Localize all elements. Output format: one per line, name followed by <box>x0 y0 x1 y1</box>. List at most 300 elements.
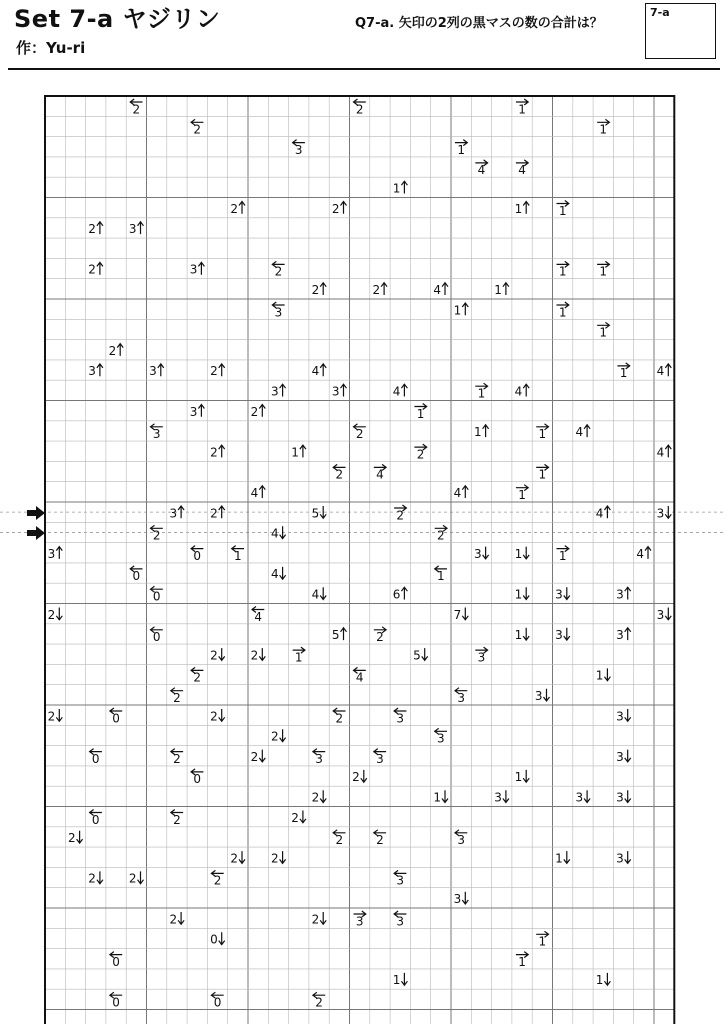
clue-cell[interactable] <box>271 526 286 540</box>
clue-cell[interactable] <box>617 363 629 380</box>
clue-number: 3 <box>274 305 283 320</box>
clue-number: 4 <box>376 467 384 482</box>
clue-cell[interactable] <box>616 790 631 804</box>
clue-cell[interactable] <box>372 283 387 297</box>
clue-number: 1 <box>514 628 523 643</box>
clue-number: 1 <box>558 548 567 563</box>
clue-number: 4 <box>254 609 262 624</box>
clue-number: 1 <box>518 488 526 502</box>
clue-cell[interactable] <box>151 525 163 542</box>
clue-cell[interactable] <box>129 222 144 236</box>
clue-cell[interactable] <box>271 567 286 581</box>
clue-cell[interactable] <box>232 546 244 563</box>
clue-number: 1 <box>619 366 628 381</box>
clue-arrow-icon <box>56 709 62 721</box>
clue-cell[interactable] <box>435 566 447 583</box>
clue-cell[interactable] <box>393 181 408 195</box>
clue-number: 4 <box>453 486 462 500</box>
clue-arrow-icon <box>280 384 286 396</box>
clue-cell[interactable] <box>393 384 408 398</box>
clue-cell[interactable] <box>394 505 406 522</box>
clue-cell[interactable] <box>616 851 631 865</box>
clue-cell[interactable] <box>475 647 487 664</box>
clue-cell[interactable] <box>515 587 530 601</box>
clue-cell[interactable] <box>90 749 102 766</box>
clue-cell[interactable] <box>616 587 631 601</box>
clue-cell[interactable] <box>352 770 367 784</box>
clue-arrow-icon <box>625 750 631 762</box>
clue-number: 4 <box>595 506 604 521</box>
clue-cell[interactable] <box>332 384 347 398</box>
clue-cell[interactable] <box>211 992 223 1009</box>
clue-arrow-icon <box>604 506 610 518</box>
clue-cell[interactable] <box>210 364 225 378</box>
clue-number: 3 <box>396 873 405 888</box>
clue-number: 4 <box>656 445 665 460</box>
clue-arrow-icon <box>97 871 103 883</box>
clue-arrow-icon <box>259 648 265 660</box>
clue-cell[interactable] <box>515 628 530 642</box>
clue-cell[interactable] <box>191 119 203 136</box>
clue-number: 2 <box>250 648 259 663</box>
clue-cell[interactable] <box>575 425 590 439</box>
clue-arrow-icon <box>523 202 529 214</box>
clue-number: 5 <box>331 628 340 643</box>
clue-number: 2 <box>335 833 344 848</box>
clue-cell[interactable] <box>557 261 569 278</box>
clue-cell[interactable] <box>333 708 345 725</box>
clue-arrow-icon <box>625 587 631 599</box>
clue-number: 4 <box>636 546 645 561</box>
clue-cell[interactable] <box>251 486 266 500</box>
clue-cell[interactable] <box>515 547 530 561</box>
clue-cell[interactable] <box>110 992 122 1009</box>
clue-cell[interactable] <box>597 119 609 136</box>
clue-cell[interactable] <box>536 464 548 481</box>
clue-cell[interactable] <box>616 628 631 642</box>
clue-cell[interactable] <box>597 322 609 339</box>
clue-cell[interactable] <box>171 688 183 705</box>
clue-cell[interactable] <box>48 709 63 723</box>
clue-number: 2 <box>88 222 96 237</box>
clue-number: 1 <box>473 425 482 440</box>
clue-cell[interactable] <box>474 425 489 439</box>
clue-arrow-icon <box>462 892 468 904</box>
clue-number: 3 <box>457 833 465 848</box>
clue-number: 3 <box>616 587 624 602</box>
clue-cell[interactable] <box>354 667 366 684</box>
clue-number: 3 <box>331 384 340 399</box>
clue-cell[interactable] <box>190 262 205 276</box>
clue-cell[interactable] <box>272 302 284 319</box>
clue-cell[interactable] <box>475 383 487 400</box>
clue-number: 2 <box>376 630 384 645</box>
clue-cell[interactable] <box>555 587 570 601</box>
clue-arrow-icon <box>442 283 448 295</box>
clue-number: 2 <box>108 343 117 358</box>
clue-arrow-icon <box>239 202 245 214</box>
clue-number: 1 <box>538 467 547 482</box>
clue-number: 1 <box>234 548 242 563</box>
clue-number: 1 <box>518 954 526 969</box>
clue-arrow-icon <box>483 425 489 437</box>
clue-arrow-icon <box>564 587 570 599</box>
clue-cell[interactable] <box>252 607 264 624</box>
clue-cell[interactable] <box>515 202 530 216</box>
clue-cell[interactable] <box>312 790 327 804</box>
clue-cell[interactable] <box>557 201 569 218</box>
clue-cell[interactable] <box>130 566 142 583</box>
clue-cell[interactable] <box>657 506 672 520</box>
clue-arrow-icon <box>320 283 326 295</box>
clue-arrow-icon <box>259 750 265 762</box>
clue-arrow-icon <box>320 912 326 924</box>
clue-cell[interactable] <box>515 384 530 398</box>
clue-arrow-icon <box>625 851 631 863</box>
clue-number: 0 <box>213 995 222 1010</box>
clue-cell[interactable] <box>210 932 225 946</box>
clue-number: 3 <box>294 142 303 157</box>
clue-cell[interactable] <box>271 729 286 743</box>
clue-cell[interactable] <box>251 750 266 764</box>
clue-cell[interactable] <box>657 445 672 459</box>
clue-cell[interactable] <box>557 546 569 563</box>
clue-cell[interactable] <box>455 830 467 847</box>
clue-cell[interactable] <box>433 790 448 804</box>
clue-cell[interactable] <box>435 525 447 542</box>
clue-number: 2 <box>67 831 76 846</box>
clue-number: 2 <box>311 790 320 805</box>
clue-number: 1 <box>457 142 465 157</box>
clue-cell[interactable] <box>272 261 284 278</box>
clue-cell[interactable] <box>536 931 548 948</box>
clue-cell[interactable] <box>474 547 489 561</box>
clue-number: 1 <box>392 181 401 196</box>
clue-arrow-icon <box>97 262 103 274</box>
clue-number: 1 <box>514 770 523 785</box>
clue-number: 2 <box>291 810 299 825</box>
clue-cell[interactable] <box>374 830 386 847</box>
clue-cell[interactable] <box>151 627 163 644</box>
clue-cell[interactable] <box>149 364 164 378</box>
clue-number: 1 <box>599 325 608 340</box>
clue-cell[interactable] <box>271 384 286 398</box>
clue-arrow-icon <box>584 425 590 437</box>
clue-number: 0 <box>132 569 141 584</box>
clue-arrow-icon <box>239 851 245 863</box>
clue-cell[interactable] <box>636 547 651 561</box>
clue-cell[interactable] <box>516 952 528 969</box>
clue-cell[interactable] <box>171 810 183 827</box>
clue-number: 3 <box>477 650 486 665</box>
clue-cell[interactable] <box>516 160 528 177</box>
clue-cell[interactable] <box>657 364 672 378</box>
clue-arrow-icon <box>401 973 407 985</box>
clue-number: 2 <box>311 283 320 297</box>
clue-cell[interactable] <box>313 749 325 766</box>
clue-cell[interactable] <box>354 911 366 928</box>
clue-arrow-icon <box>158 364 164 376</box>
clue-number: 2 <box>335 467 344 482</box>
clue-cell[interactable] <box>393 973 408 987</box>
clue-cell[interactable] <box>312 912 327 926</box>
clue-cell[interactable] <box>354 424 366 441</box>
clue-cell[interactable] <box>210 445 225 459</box>
clue-cell[interactable] <box>110 708 122 725</box>
clue-cell[interactable] <box>394 911 406 928</box>
clue-arrow-icon <box>178 912 184 924</box>
clue-arrow-icon <box>97 364 103 376</box>
clue-cell[interactable] <box>230 851 245 865</box>
clue-cell[interactable] <box>48 608 63 622</box>
clue-cell[interactable] <box>354 99 366 116</box>
clue-cell[interactable] <box>333 830 345 847</box>
clue-cell[interactable] <box>394 870 406 887</box>
clue-number: 3 <box>575 790 584 805</box>
clue-cell[interactable] <box>293 647 305 664</box>
clue-cell[interactable] <box>312 364 327 378</box>
clue-cell[interactable] <box>557 302 569 319</box>
clue-arrow-icon <box>259 486 265 498</box>
clue-arrow-icon <box>584 790 590 802</box>
clue-number: 1 <box>494 283 502 297</box>
clue-cell[interactable] <box>210 506 225 520</box>
clue-arrow-icon <box>198 405 204 417</box>
clue-arrow-icon <box>401 384 407 396</box>
clue-arrow-icon <box>503 790 509 802</box>
clue-cell[interactable] <box>413 648 428 662</box>
clue-number: 3 <box>616 790 624 805</box>
clue-arrow-icon <box>544 689 550 701</box>
clue-arrow-icon <box>259 405 265 417</box>
clue-number: 1 <box>291 445 299 460</box>
clue-arrow-icon <box>483 547 489 559</box>
clue-arrow-icon <box>97 222 103 234</box>
clue-cell[interactable] <box>191 546 203 563</box>
clue-number: 1 <box>518 102 526 117</box>
clue-cell[interactable] <box>374 749 386 766</box>
clue-arrow-icon <box>361 770 367 782</box>
clue-cell[interactable] <box>191 769 203 786</box>
clue-cell[interactable] <box>171 749 183 766</box>
clue-number: 2 <box>250 404 259 419</box>
clue-arrow-icon <box>198 262 204 274</box>
clue-arrow-icon <box>665 608 671 620</box>
clue-cell[interactable] <box>374 464 386 481</box>
clue-cell[interactable] <box>110 952 122 969</box>
clue-cell[interactable] <box>454 303 469 317</box>
clue-number: 2 <box>132 102 141 117</box>
clue-number: 0 <box>112 954 120 969</box>
clue-cell[interactable] <box>414 404 426 421</box>
clue-cell[interactable] <box>433 283 448 297</box>
clue-number: 0 <box>193 548 202 563</box>
clue-arrow-icon <box>523 770 529 782</box>
clue-number: 1 <box>555 851 563 866</box>
clue-cell[interactable] <box>48 547 63 561</box>
clue-cell[interactable] <box>596 506 611 520</box>
clue-number: 2 <box>210 648 218 663</box>
clue-number: 1 <box>477 386 486 401</box>
clue-cell[interactable] <box>414 444 426 461</box>
clue-number: 1 <box>599 122 608 137</box>
clue-arrow-icon <box>401 587 407 599</box>
clue-number: 3 <box>473 546 482 561</box>
clue-arrow-icon <box>523 384 529 396</box>
clue-number: 1 <box>392 973 401 988</box>
clue-cell[interactable] <box>597 261 609 278</box>
clue-arrow-icon <box>523 547 529 559</box>
clue-number: 7 <box>453 607 462 622</box>
clue-arrow-icon <box>280 851 286 863</box>
clue-number: 2 <box>173 751 181 766</box>
clue-cell[interactable] <box>291 445 306 459</box>
clue-cell[interactable] <box>596 973 611 987</box>
clue-cell[interactable] <box>88 871 103 885</box>
clue-cell[interactable] <box>515 770 530 784</box>
clue-number: 2 <box>47 607 56 622</box>
clue-arrow-icon <box>523 587 529 599</box>
clue-cell[interactable] <box>151 586 163 603</box>
clue-cell[interactable] <box>88 262 103 276</box>
clue-cell[interactable] <box>293 140 305 157</box>
clue-cell[interactable] <box>271 851 286 865</box>
clue-cell[interactable] <box>230 202 245 216</box>
clue-number: 3 <box>152 427 161 442</box>
clue-cell[interactable] <box>68 831 83 845</box>
clue-cell[interactable] <box>291 811 306 825</box>
clue-arrow-icon <box>462 486 468 498</box>
clue-cell[interactable] <box>394 708 406 725</box>
clue-cell[interactable] <box>191 667 203 684</box>
answer-label: 7-a <box>650 6 670 19</box>
clue-number: 2 <box>210 506 218 521</box>
clue-number: 2 <box>250 749 259 764</box>
clue-cell[interactable] <box>616 709 631 723</box>
clue-cell[interactable] <box>435 728 447 745</box>
clue-cell[interactable] <box>555 851 570 865</box>
clue-cell[interactable] <box>475 160 487 177</box>
clue-number: 2 <box>173 691 181 705</box>
clue-cell[interactable] <box>536 424 548 441</box>
clue-cell[interactable] <box>494 283 509 297</box>
clue-number: 2 <box>270 851 279 866</box>
clue-cell[interactable] <box>374 627 386 644</box>
clue-cell[interactable] <box>494 790 509 804</box>
clue-number: 3 <box>315 751 323 766</box>
clue-arrow-icon <box>665 364 671 376</box>
clue-cell[interactable] <box>616 750 631 764</box>
clue-cell[interactable] <box>596 668 611 682</box>
clue-cell[interactable] <box>210 709 225 723</box>
clue-cell[interactable] <box>333 464 345 481</box>
clue-cell[interactable] <box>555 628 570 642</box>
clue-cell[interactable] <box>454 608 469 622</box>
clue-cell[interactable] <box>454 892 469 906</box>
clue-cell[interactable] <box>454 486 469 500</box>
clue-cell[interactable] <box>313 992 325 1009</box>
clue-cell[interactable] <box>332 202 347 216</box>
clue-cell[interactable] <box>251 405 266 419</box>
clue-number: 3 <box>189 404 198 419</box>
clue-cell[interactable] <box>332 628 347 642</box>
clue-arrow-icon <box>320 587 326 599</box>
clue-number: 0 <box>91 751 100 766</box>
clue-number: 4 <box>477 163 486 178</box>
clue-arrow-icon <box>117 344 123 356</box>
clue-cell[interactable] <box>88 222 103 236</box>
clue-cell[interactable] <box>535 689 550 703</box>
clue-cell[interactable] <box>657 608 672 622</box>
clue-cell[interactable] <box>88 364 103 378</box>
clue-number: 4 <box>433 283 442 297</box>
clue-number: 0 <box>152 589 161 604</box>
clue-number: 4 <box>311 364 320 379</box>
clue-cell[interactable] <box>393 587 408 601</box>
clue-number: 5 <box>413 648 421 663</box>
clue-cell[interactable] <box>190 405 205 419</box>
clue-number: 2 <box>315 995 323 1010</box>
clue-number: 3 <box>656 607 665 622</box>
clue-number: 2 <box>210 709 218 724</box>
row-marker-arrow-icon <box>26 505 46 521</box>
clue-number: 3 <box>149 364 157 379</box>
clue-arrow-icon <box>604 973 610 985</box>
clue-cell[interactable] <box>169 912 184 926</box>
clue-number: 3 <box>534 689 543 703</box>
clue-cell[interactable] <box>109 344 124 358</box>
clue-number: 2 <box>213 873 222 888</box>
clue-cell[interactable] <box>169 506 184 520</box>
clue-cell[interactable] <box>516 485 528 502</box>
clue-cell[interactable] <box>251 648 266 662</box>
clue-number: 1 <box>538 934 547 949</box>
clue-cell[interactable] <box>455 688 467 705</box>
clue-cell[interactable] <box>130 99 142 116</box>
row-marker-arrow-icon <box>26 525 46 541</box>
clue-number: 1 <box>558 264 567 279</box>
clue-number: 4 <box>355 670 364 685</box>
clue-cell[interactable] <box>455 140 467 157</box>
clue-cell[interactable] <box>575 790 590 804</box>
clue-arrow-icon <box>219 445 225 457</box>
clue-cell[interactable] <box>312 283 327 297</box>
clue-number: 4 <box>250 486 259 500</box>
clue-number: 2 <box>47 709 56 724</box>
clue-cell[interactable] <box>516 99 528 116</box>
clue-arrow-icon <box>280 567 286 579</box>
clue-number: 2 <box>311 912 320 927</box>
clue-cell[interactable] <box>129 871 144 885</box>
clue-number: 2 <box>376 833 384 848</box>
clue-cell[interactable] <box>312 587 327 601</box>
clue-number: 4 <box>270 567 279 582</box>
clue-number: 3 <box>47 546 56 561</box>
clue-cell[interactable] <box>211 870 223 887</box>
clue-cell[interactable] <box>312 506 327 520</box>
clue-number: 1 <box>416 406 425 421</box>
clue-cell[interactable] <box>210 648 225 662</box>
clue-cell[interactable] <box>90 810 102 827</box>
clue-number: 2 <box>210 364 218 379</box>
clue-number: 2 <box>335 711 344 726</box>
clue-arrow-icon <box>320 364 326 376</box>
clue-number: 4 <box>392 384 401 399</box>
clue-number: 2 <box>169 912 178 927</box>
clue-number: 2 <box>355 427 364 442</box>
clue-cell[interactable] <box>151 424 163 441</box>
clue-number: 4 <box>518 163 526 178</box>
